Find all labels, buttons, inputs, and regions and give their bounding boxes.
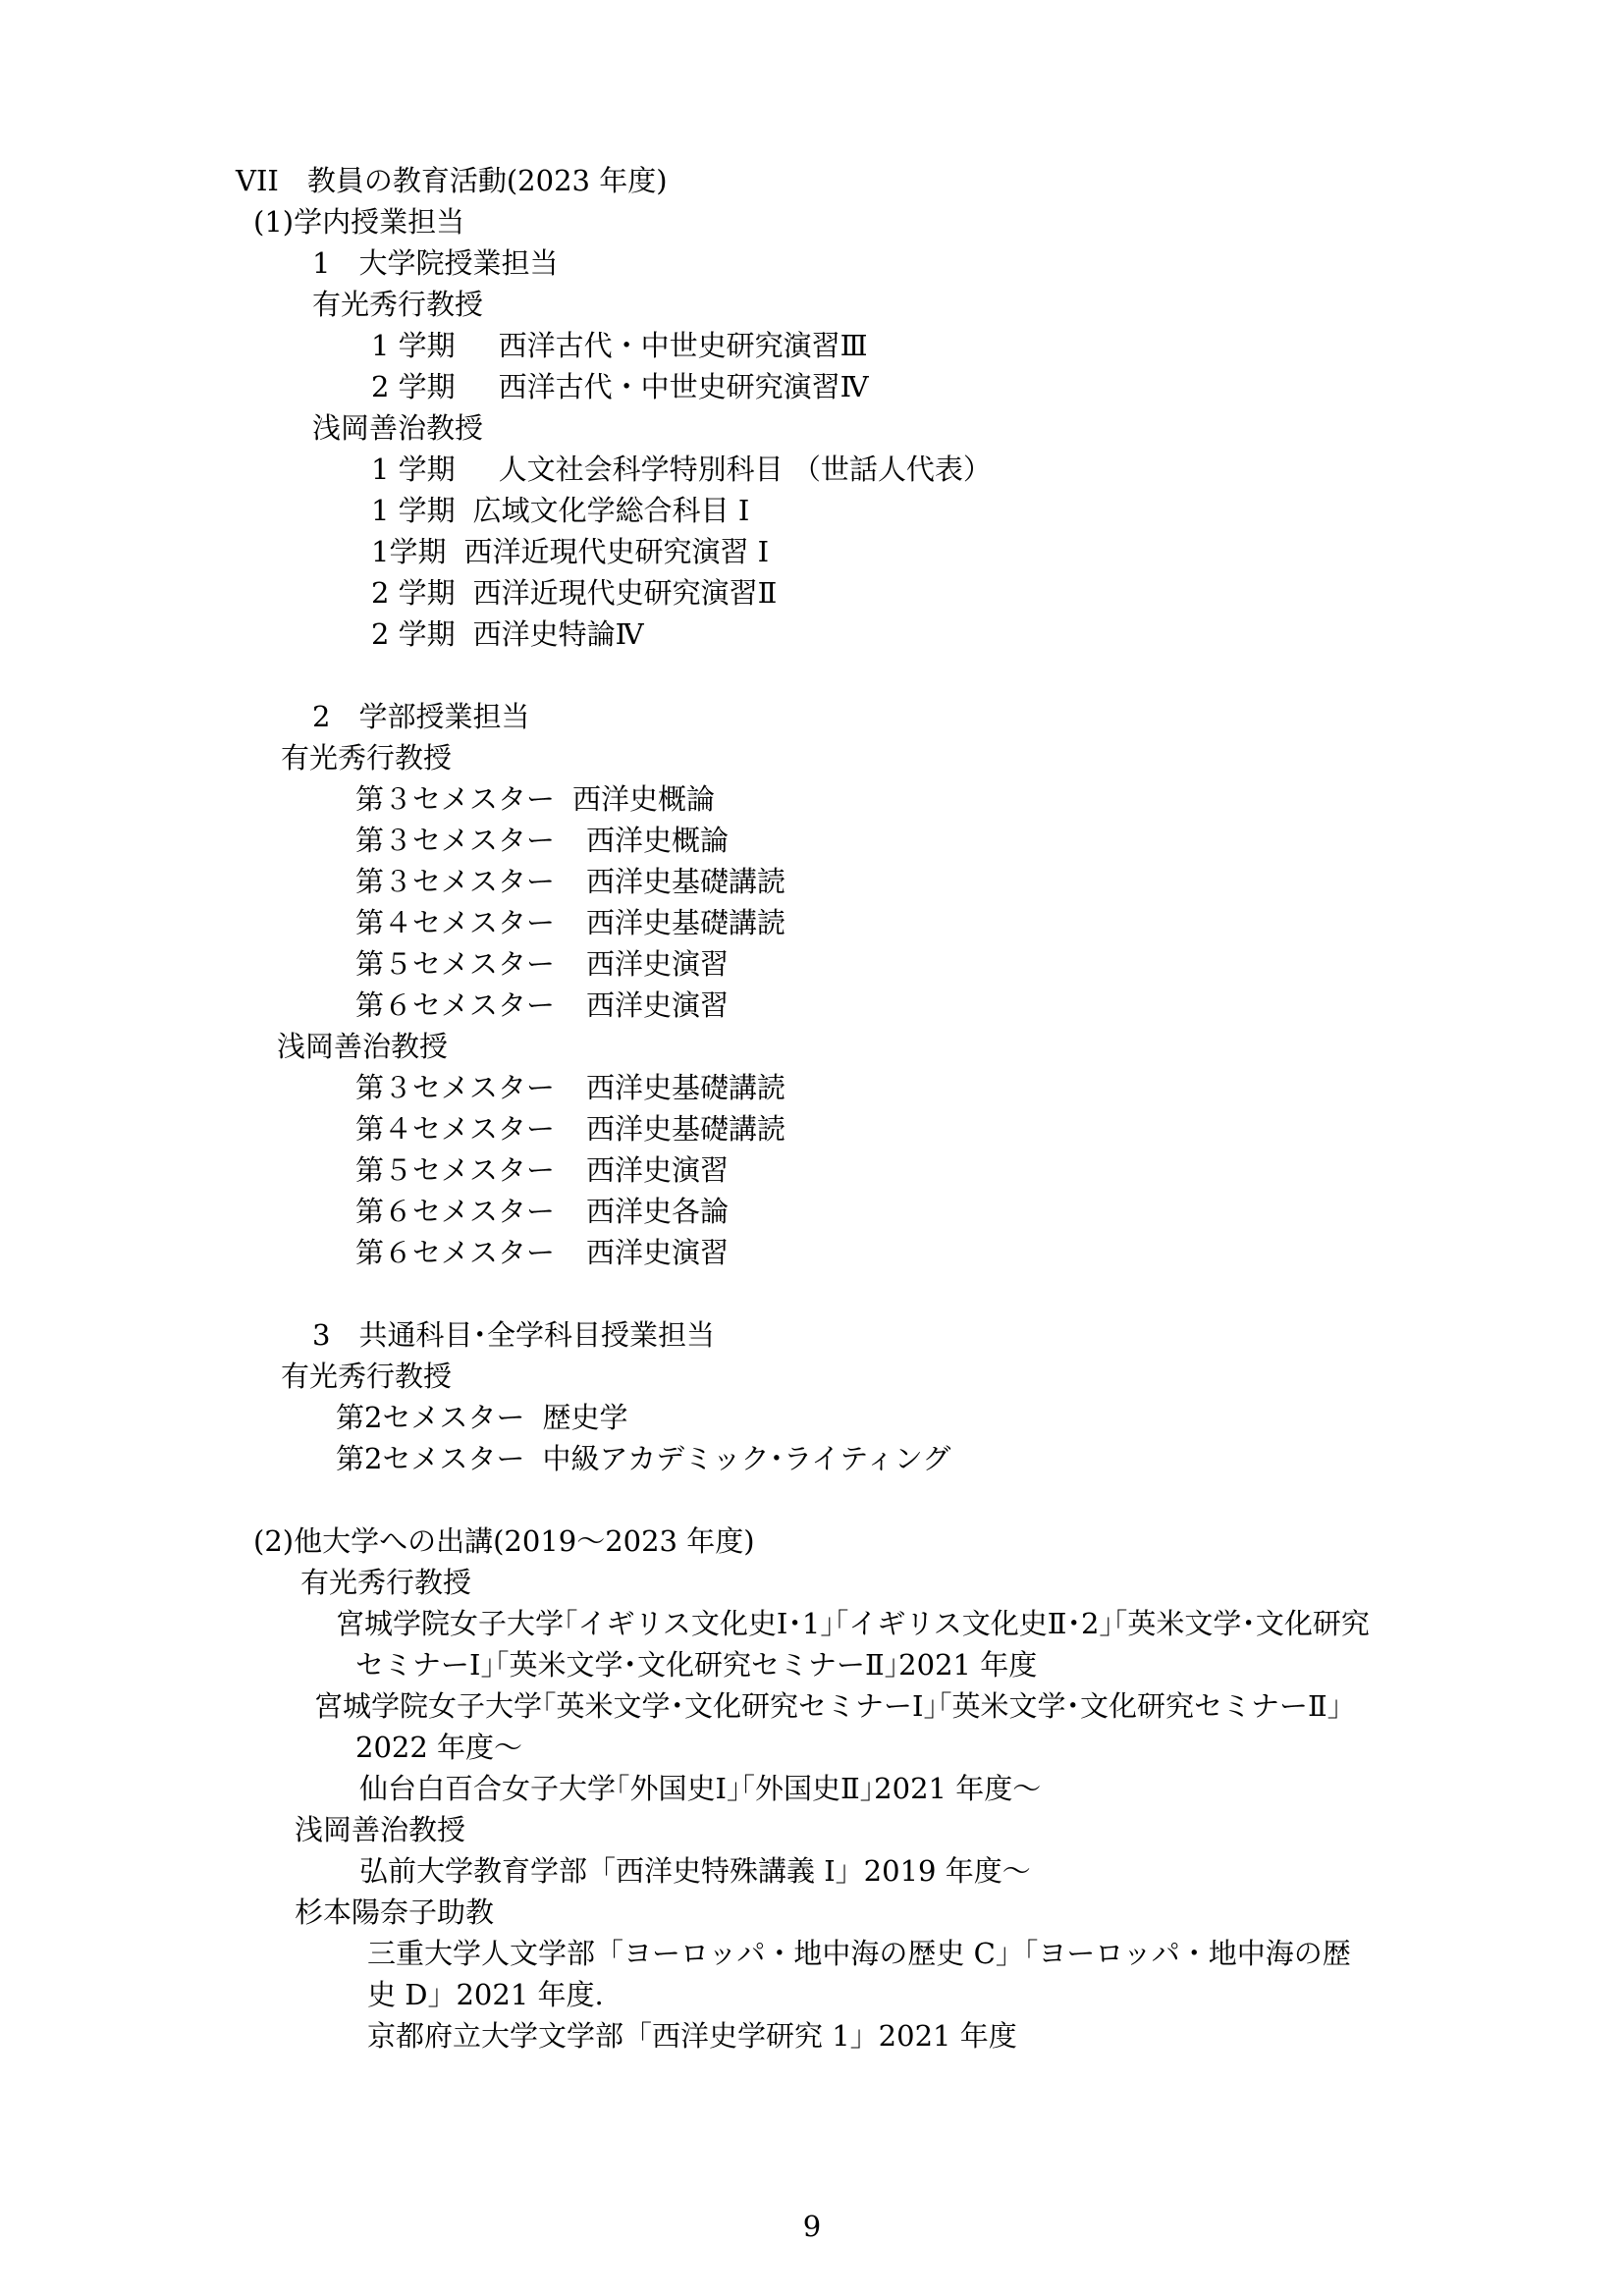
course-line [355,903,785,942]
heading-common-courses: 3 共通科目･全学科目授業担当 [312,1318,715,1352]
lecture-entry-line: 京都府立大学文学部「西洋史学研究 1」2021 年度 [367,2019,1017,2053]
lecture-entry-line: 2022 年度～ [355,1731,523,1764]
heading-undergraduate-courses: 2 学部授業担当 [312,700,530,733]
lecture-entry-line: 史 D」2021 年度. [367,1978,604,2011]
lecture-entry-line: 弘前大学教育学部「西洋史特殊講義 I」2019 年度～ [359,1854,1031,1888]
course-name: 西洋史各論 [586,1195,730,1228]
course-name: 西洋史演習 [586,947,730,981]
course-term: 2 学期 [371,617,456,651]
course-name: 歴史学 [542,1401,628,1434]
course-term: 第６セメスター [355,1236,556,1269]
course-name: 西洋古代・中世史研究演習Ⅳ [498,370,869,403]
course-name: 西洋史演習 [586,988,730,1022]
course-line [355,1233,729,1272]
course-term: 1 学期 [371,453,456,486]
course-term: 第６セメスター [355,988,556,1022]
teacher-name: 有光秀行教授 [281,1360,453,1393]
course-term: 第３セメスター [355,824,556,857]
course-name: 西洋史基礎講読 [586,1112,786,1146]
course-term: 第４セメスター [355,906,556,939]
course-line [336,1398,627,1437]
course-line [355,1150,729,1190]
teacher-name: 有光秀行教授 [281,741,453,774]
course-line [355,1068,785,1107]
lecture-entry-line: 宮城学院女子大学｢イギリス文化史Ⅰ･1｣｢イギリス文化史Ⅱ･2｣｢英米文学･文化研究 [336,1607,1370,1640]
section-title: VII 教員の教育活動(2023 年度) [236,164,668,197]
course-line [336,1439,950,1478]
course-name: 西洋史演習 [586,1236,730,1269]
course-line [355,944,729,984]
course-term: 第３セメスター [355,1071,556,1104]
course-term: 1学期 [371,535,447,568]
course-term: 第３セメスター [355,782,556,816]
lecture-entry-line: 三重大学人文学部「ヨーロッパ・地中海の歴史 C」「ヨーロッパ・地中海の歴 [367,1937,1351,1970]
course-line [371,326,868,365]
teacher-name: 有光秀行教授 [300,1566,472,1599]
page-number: 9 [802,2210,822,2243]
course-line [371,573,777,613]
course-line [371,532,769,571]
course-line [355,1192,729,1231]
course-name: 人文社会科学特別科目 （世話人代表） [498,453,992,486]
course-term: 第2セメスター [336,1401,525,1434]
teacher-name: 浅岡善治教授 [295,1813,466,1846]
course-term: 第４セメスター [355,1112,556,1146]
course-line [355,986,729,1025]
course-name: 広域文化学総合科目 I [472,494,750,527]
teacher-name: 有光秀行教授 [312,288,484,321]
course-term: 2 学期 [371,576,456,610]
course-name: 西洋史演習 [586,1153,730,1187]
course-line [371,367,869,406]
course-name: 西洋近現代史研究演習Ⅱ [472,576,778,610]
course-name: 西洋史基礎講読 [586,865,786,898]
lecture-entry-line: セミナーⅠ｣｢英米文学･文化研究セミナーⅡ｣2021 年度 [355,1648,1038,1682]
course-line [371,614,644,654]
course-term: 第３セメスター [355,865,556,898]
course-line [355,862,785,901]
teacher-name: 浅岡善治教授 [277,1030,449,1063]
course-name: 西洋古代・中世史研究演習Ⅲ [498,329,868,362]
course-term: 第５セメスター [355,1153,556,1187]
course-name: 西洋史概論 [586,824,730,857]
course-name: 中級アカデミック･ライティング [542,1442,951,1475]
course-line [371,450,992,489]
teacher-name: 浅岡善治教授 [312,411,484,445]
course-name: 西洋史概論 [572,782,716,816]
course-line [371,491,749,530]
lecture-entry-line: 宮城学院女子大学｢英米文学･文化研究セミナーⅠ｣｢英米文学･文化研究セミナーⅡ｣ [314,1689,1342,1723]
course-name: 西洋近現代史研究演習 I [463,535,770,568]
course-term: 第６セメスター [355,1195,556,1228]
course-line [355,779,715,819]
lecture-entry-line: 仙台白百合女子大学｢外国史Ⅰ｣｢外国史Ⅱ｣2021 年度～ [359,1772,1042,1805]
course-term: 2 学期 [371,370,456,403]
course-term: 第2セメスター [336,1442,525,1475]
course-term: 1 学期 [371,329,456,362]
course-line [355,1109,785,1148]
heading-external-lectures: (2)他大学への出講(2019～2023 年度) [253,1524,755,1558]
heading-campus-teaching: (1)学内授業担当 [253,205,465,239]
course-term: 第５セメスター [355,947,556,981]
course-name: 西洋史基礎講読 [586,1071,786,1104]
course-line [355,821,729,860]
teacher-name: 杉本陽奈子助教 [295,1896,495,1929]
course-name: 西洋史特論Ⅳ [472,617,644,651]
heading-graduate-courses: 1 大学院授業担当 [312,246,559,280]
course-name: 西洋史基礎講読 [586,906,786,939]
course-term: 1 学期 [371,494,456,527]
